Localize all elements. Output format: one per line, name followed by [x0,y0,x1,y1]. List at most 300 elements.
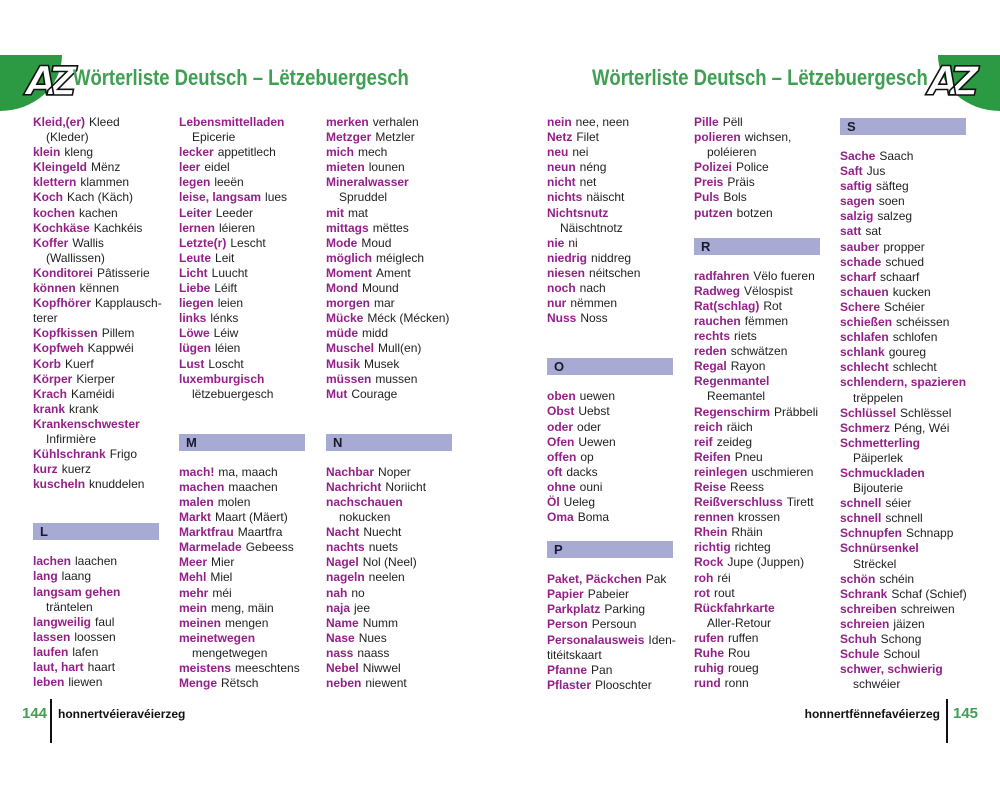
dictionary-entry [179,465,319,480]
luxembourgish-translation: Mier [211,555,235,570]
german-headword: saftig [840,179,873,194]
luxembourgish-translation: Bols [723,190,747,205]
german-headword: Oma [547,510,574,525]
dictionary-entry [179,586,319,601]
section-header: N [326,434,452,451]
entry-wrapped-text: titéitskaart [547,647,602,662]
dictionary-entry [694,495,834,510]
luxembourgish-translation: schued [885,254,925,269]
german-headword: Marktfrau [179,525,234,540]
luxembourgish-translation: Mound [362,281,399,296]
german-headword: Nase [326,630,355,645]
dictionary-entry [179,281,319,296]
german-headword: Konditorei [33,265,93,280]
german-headword: müssen [326,371,372,386]
german-headword: Pille [694,115,719,129]
german-headword: sagen [840,194,875,209]
luxembourgish-translation: net [579,175,597,190]
german-headword: Korb [33,356,61,371]
luxembourgish-translation: Plooschter [595,677,652,692]
luxembourgish-translation: Parking [604,602,646,617]
german-headword: schade [840,254,882,269]
dictionary-entry [547,465,687,480]
entry-translation-continued: Epicerie [192,130,236,145]
dictionary-entry [33,266,173,281]
german-headword: schön [840,571,876,586]
luxembourgish-translation: méiglech [376,250,425,265]
luxembourgish-translation: Schlëssel [900,405,952,420]
dictionary-entry [179,495,319,510]
german-headword: Musik [326,356,361,371]
dictionary-entry [694,190,834,205]
dictionary-entry [326,372,466,387]
german-headword: malen [179,494,214,509]
german-headword: ohne [547,479,576,494]
dictionary-entry [840,511,980,526]
german-headword: langsam gehen [33,584,121,599]
luxembourgish-translation: Iden- [648,632,676,647]
word-column [179,115,319,691]
dictionary-entry [33,296,173,311]
luxembourgish-translation: lénks [210,311,239,326]
luxembourgish-translation: kënnen [79,281,120,296]
german-headword: Meer [179,555,208,570]
dictionary-entry [547,404,687,419]
german-headword: Nachbar [326,464,375,479]
german-headword: oft [547,464,563,479]
dictionary-entry [840,360,980,375]
entry-translation-continued: Spruddel [339,190,388,205]
dictionary-entry [840,436,980,451]
german-headword: noch [547,281,576,296]
german-headword: Name [326,615,359,630]
german-headword: legen [179,175,211,190]
dictionary-entry [33,145,173,160]
dictionary-entry [547,663,687,678]
right-page [500,0,1000,800]
dictionary-entry [33,554,173,569]
luxembourgish-translation: krank [69,401,99,416]
german-headword: Regenschirm [694,404,771,419]
german-headword: mehr [179,585,209,600]
german-headword: Schrank [840,586,888,601]
luxembourgish-translation: Jus [866,164,886,179]
dictionary-entry [179,601,319,616]
dictionary-entry [33,372,173,387]
german-headword: roh [694,570,714,585]
luxembourgish-translation: schreiwen [900,601,955,616]
luxembourgish-translation: Pneu [734,449,763,464]
luxembourgish-translation: meeschtens [235,661,300,675]
dictionary-entry [694,555,834,570]
entry-translation-continued: Infirmière [46,431,97,446]
german-headword: Lebensmittelladen [179,115,285,129]
dictionary-entry [179,160,319,175]
luxembourgish-translation: Mull(en) [378,341,422,356]
german-headword: Koffer [33,235,69,250]
dictionary-entry [840,647,980,662]
dictionary-entry [840,526,980,541]
dictionary-entry [547,617,687,632]
luxembourgish-translation: Pak [645,572,667,587]
luxembourgish-translation: räich [726,419,753,434]
dictionary-entry [179,115,319,130]
luxembourgish-translation: Méck (Mécken) [367,311,450,326]
german-headword: scharf [840,269,877,284]
luxembourgish-translation: maachen [228,479,278,494]
luxembourgish-translation: Vëlospist [744,283,793,298]
luxembourgish-translation: Maart (Mäert) [215,510,288,525]
dictionary-entry [694,299,834,314]
german-headword: kuscheln [33,477,86,492]
german-headword: Pfanne [547,662,588,677]
german-headword: rauchen [694,313,741,328]
luxembourgish-translation: Numm [362,615,399,630]
dictionary-entry [33,660,173,675]
luxembourgish-translation: sat [865,224,882,239]
dictionary-entry [33,175,173,190]
luxembourgish-translation: schlofen [892,330,938,345]
dictionary-entry [179,221,319,236]
dictionary-entry [179,372,319,387]
entry-translation-continued: poléieren [707,145,757,160]
dictionary-entry [694,586,834,601]
german-headword: offen [547,449,577,464]
german-headword: reif [694,434,713,449]
luxembourgish-translation: Rhäin [731,525,763,540]
dictionary-entry [840,466,980,481]
dictionary-entry [694,130,834,145]
dictionary-entry [33,462,173,477]
german-headword: schlendern, spazieren [840,375,967,390]
dictionary-entry [547,510,687,525]
dictionary-entry [547,251,687,266]
entry-translation-continued: träntelen [46,599,93,614]
luxembourgish-translation: botzen [736,205,773,220]
german-headword: Kopfweh [33,341,84,356]
luxembourgish-translation: oder [577,419,602,434]
dictionary-entry [840,209,980,224]
german-headword: Rhein [694,525,728,540]
luxembourgish-translation: schlecht [892,360,937,375]
german-headword: müde [326,326,359,341]
german-headword: neben [326,676,362,691]
luxembourgish-translation: Pabeier [587,587,630,602]
luxembourgish-translation: lues [265,190,288,205]
luxembourgish-translation: Rot [763,298,783,313]
german-headword: nein [547,115,572,129]
dictionary-entry [33,115,173,130]
luxembourgish-translation: Leit [215,250,235,265]
luxembourgish-translation: Lescht [230,235,266,250]
dictionary-entry [179,341,319,356]
german-headword: Sache [840,149,876,163]
german-headword: Schuh [840,632,877,646]
dictionary-entry [33,236,173,251]
luxembourgish-translation: kucken [892,284,931,299]
german-headword: Schule [840,647,880,662]
german-headword: Mineralwasser [326,175,409,190]
entry-translation-continued: schwéier [853,677,901,692]
german-headword: niedrig [547,250,588,265]
dictionary-entry [547,678,687,693]
luxembourgish-translation: Pillem [101,326,135,341]
luxembourgish-translation: Leeder [215,205,254,220]
german-headword: Krankenschwester [33,416,140,431]
dictionary-entry [547,435,687,450]
dictionary-entry [547,296,687,311]
german-headword: lassen [33,629,71,644]
german-headword: Marmelade [179,540,242,555]
german-headword: leise, langsam [179,190,262,205]
dictionary-entry [179,251,319,266]
luxembourgish-translation: uewen [579,389,616,404]
dictionary-entry [840,421,980,436]
dictionary-entry [840,315,980,330]
dictionary-entry [547,495,687,510]
german-headword: klein [33,145,61,160]
german-headword: Nagel [326,555,359,570]
german-headword: schreien [840,616,890,631]
luxembourgish-translation: séier [885,496,912,511]
luxembourgish-translation: dacks [566,464,598,479]
german-headword: meistens [179,661,232,675]
az-logo: AZ [26,59,68,105]
word-column [694,115,834,691]
dictionary-entry [547,190,687,205]
entry-translation-continued: Bijouterie [853,481,904,496]
luxembourgish-translation: Kapplausch- [95,296,162,311]
luxembourgish-translation: mech [358,145,388,160]
german-headword: Saft [840,164,863,179]
luxembourgish-translation: roueg [728,661,759,676]
luxembourgish-translation: niddreg [591,250,632,265]
entry-translation-continued: nokucken [339,510,391,525]
german-headword: richtig [694,540,731,555]
german-headword: Kühlschrank [33,447,106,462]
luxembourgish-translation: jee [354,600,371,615]
german-headword: polieren [694,130,741,145]
luxembourgish-translation: Noss [580,311,608,326]
luxembourgish-translation: nei [572,145,589,160]
word-column [840,115,980,692]
luxembourgish-translation: lafen [72,644,99,659]
luxembourgish-translation: Vëlo fueren [753,268,815,283]
dictionary-entry [840,224,980,239]
dictionary-entry [694,359,834,374]
luxembourgish-translation: kachen [79,205,118,220]
german-headword: neu [547,145,569,160]
german-headword: lernen [179,220,216,235]
luxembourgish-translation: mengen [225,615,269,630]
dictionary-entry [694,465,834,480]
luxembourgish-translation: lounen [368,160,405,175]
dictionary-entry [547,175,687,190]
luxembourgish-translation: Jupe (Juppen) [727,555,805,570]
german-headword: Nichtsnutz [547,205,609,220]
dictionary-entry [326,357,466,372]
german-headword: naja [326,600,351,615]
dictionary-entry [179,236,319,251]
dictionary-entry [33,447,173,462]
luxembourgish-translation: Miel [210,570,233,585]
dictionary-entry [840,300,980,315]
german-headword: luxemburgisch [179,371,265,386]
dictionary-entry [326,206,466,221]
luxembourgish-translation: Kierper [76,371,116,386]
dictionary-entry [326,281,466,296]
luxembourgish-translation: Nuecht [363,525,402,540]
page-number: 145 [953,705,979,722]
german-headword: schwer, schwierig [840,662,943,677]
german-headword: mich [326,145,355,160]
luxembourgish-translation: Ueleg [563,494,596,509]
german-headword: ruhig [694,661,724,676]
dictionary-entry [326,631,466,646]
german-headword: Mehl [179,570,207,585]
german-headword: nachts [326,540,365,555]
german-headword: meinetwegen [179,630,256,645]
dictionary-entry [840,375,980,390]
german-headword: Rückfahrkarte [694,600,775,615]
german-headword: können [33,281,76,296]
entry-translation-continued: Päiperlek [853,450,904,465]
german-headword: Obst [547,404,575,419]
entry-translation-continued: Strëckel [853,556,897,571]
german-headword: Mücke [326,311,364,326]
dictionary-entry [33,387,173,402]
german-headword: schauen [840,284,889,299]
luxembourgish-translation: nee, neen [575,115,630,129]
german-headword: merken [326,115,369,129]
german-headword: neun [547,160,576,175]
dictionary-entry [840,406,980,421]
german-headword: Reißverschluss [694,495,783,510]
german-headword: Personalausweis [547,632,645,647]
german-headword: liegen [179,296,214,311]
dictionary-entry [33,615,173,630]
luxembourgish-translation: krossen [738,510,781,525]
dictionary-entry [840,149,980,164]
german-headword: nageln [326,570,365,585]
german-headword: nass [326,645,354,660]
german-headword: Regal [694,359,727,374]
german-headword: Schlüssel [840,405,897,420]
dictionary-entry [840,496,980,511]
dictionary-entry [547,311,687,326]
german-headword: Lust [179,356,205,371]
german-headword: Paket, Päckchen [547,572,642,587]
dictionary-entry [547,145,687,160]
german-headword: Nacht [326,525,360,540]
german-headword: Krach [33,386,68,401]
dictionary-entry [33,341,173,356]
dictionary-entry [840,662,980,677]
luxembourgish-translation: meng, mäin [211,600,274,615]
luxembourgish-translation: fëmmen [744,313,789,328]
luxembourgish-translation: laachen [75,554,118,569]
luxembourgish-translation: ma, maach [218,464,278,479]
luxembourgish-translation: Schong [880,632,922,646]
dictionary-entry [840,285,980,300]
dictionary-entry [547,587,687,602]
german-headword: Nebel [326,661,359,675]
az-logo: AZ [928,59,970,105]
luxembourgish-translation: réi [717,570,731,585]
german-headword: Mut [326,386,348,401]
german-headword: schlecht [840,360,889,375]
word-column [326,115,466,691]
german-headword: links [179,311,207,326]
german-headword: mittags [326,220,369,235]
dictionary-entry [840,617,980,632]
luxembourgish-translation: propper [883,239,925,254]
german-headword: mit [326,205,344,220]
german-headword: Rock [694,555,724,570]
german-headword: meinen [179,615,222,630]
dictionary-entry [326,387,466,402]
german-headword: Kleingeld [33,160,88,175]
luxembourgish-translation: Kaméidi [71,386,115,401]
dictionary-entry [33,569,173,584]
german-headword: Rat(schlag) [694,298,760,313]
german-headword: nie [547,235,565,250]
german-headword: rund [694,676,721,691]
luxembourgish-translation: eidel [204,160,230,175]
luxembourgish-translation: verhalen [372,115,419,129]
dictionary-entry [179,661,319,676]
luxembourgish-translation: Persoun [591,617,637,632]
dictionary-entry [840,255,980,270]
dictionary-entry [840,345,980,360]
dictionary-entry [326,661,466,676]
luxembourgish-translation: leien [217,296,244,311]
dictionary-entry [33,190,173,205]
luxembourgish-translation: schaarf [880,269,920,284]
luxembourgish-translation: schéissen [896,315,950,330]
dictionary-entry [33,675,173,690]
dictionary-entry [326,341,466,356]
luxembourgish-translation: Maartfra [237,525,283,540]
german-headword: klettern [33,175,77,190]
german-headword: Netz [547,130,573,145]
german-headword: putzen [694,205,733,220]
german-headword: Person [547,617,588,632]
german-headword: niesen [547,265,586,280]
german-headword: Markt [179,510,212,525]
german-headword: Parkplatz [547,602,601,617]
dictionary-entry [33,221,173,236]
luxembourgish-translation: Luucht [211,265,248,280]
dictionary-entry [547,160,687,175]
german-headword: nichts [547,190,583,205]
dictionary-entry [547,281,687,296]
luxembourgish-translation: niewent [365,676,407,691]
dictionary-entry [694,646,834,661]
german-headword: schreiben [840,601,897,616]
luxembourgish-translation: Frigo [109,447,138,462]
dictionary-entry [179,480,319,495]
german-headword: Puls [694,190,720,205]
dictionary-entry [179,540,319,555]
luxembourgish-translation: neelen [368,570,405,585]
luxembourgish-translation: no [351,585,365,600]
dictionary-entry [326,676,466,691]
luxembourgish-translation: ruffen [728,630,759,645]
german-headword: Schmerz [840,420,891,435]
section-header: O [547,358,673,375]
luxembourgish-translation: jäizen [893,616,925,631]
